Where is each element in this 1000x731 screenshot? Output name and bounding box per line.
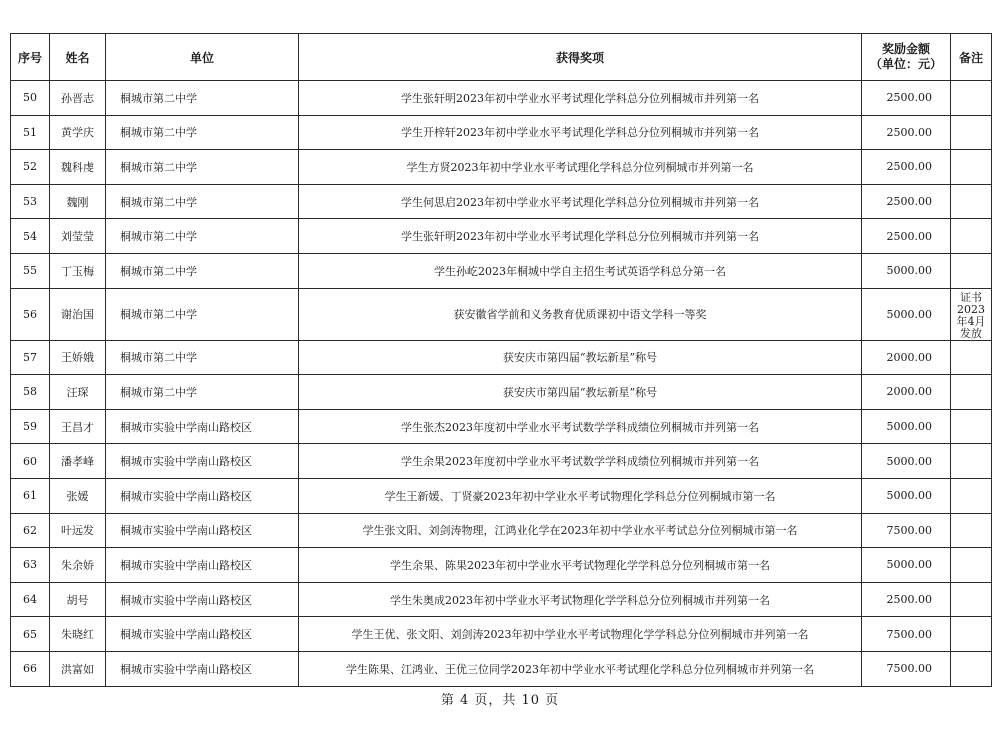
cell-award: 学生开梓轩2023年初中学业水平考试理化学科总分位列桐城市并列第一名 bbox=[299, 115, 862, 150]
cell-index: 60 bbox=[11, 444, 50, 479]
cell-award: 学生余果2023年度初中学业水平考试数学学科成绩位列桐城市并列第一名 bbox=[299, 444, 862, 479]
cell-award: 学生张杰2023年度初中学业水平考试数学学科成绩位列桐城市并列第一名 bbox=[299, 409, 862, 444]
cell-name: 潘孝峰 bbox=[50, 444, 106, 479]
cell-index: 53 bbox=[11, 184, 50, 219]
cell-note bbox=[951, 253, 992, 288]
cell-unit: 桐城市实验中学南山路校区 bbox=[106, 409, 299, 444]
cell-award: 学生王优、张文阳、刘剑涛2023年初中学业水平考试物理化学学科总分位列桐城市并列第一名 bbox=[299, 617, 862, 652]
cell-name: 张媛 bbox=[50, 478, 106, 513]
cell-award: 学生余果、陈果2023年初中学业水平考试物理化学学科总分位列桐城市第一名 bbox=[299, 548, 862, 583]
cell-note bbox=[951, 375, 992, 410]
cell-name: 汪琛 bbox=[50, 375, 106, 410]
cell-amount: 7500.00 bbox=[862, 617, 951, 652]
cell-unit: 桐城市实验中学南山路校区 bbox=[106, 513, 299, 548]
cell-amount: 5000.00 bbox=[862, 478, 951, 513]
cell-index: 62 bbox=[11, 513, 50, 548]
cell-award: 学生王新媛、丁贤豪2023年初中学业水平考试物理化学科总分位列桐城市第一名 bbox=[299, 478, 862, 513]
cell-note bbox=[951, 340, 992, 375]
cell-name: 王娇娥 bbox=[50, 340, 106, 375]
cell-name: 谢治国 bbox=[50, 288, 106, 340]
cell-note bbox=[951, 651, 992, 686]
cell-award: 学生方贤2023年初中学业水平考试理化学科总分位列桐城市并列第一名 bbox=[299, 150, 862, 185]
cell-unit: 桐城市第二中学 bbox=[106, 253, 299, 288]
cell-unit: 桐城市第二中学 bbox=[106, 81, 299, 116]
cell-index: 52 bbox=[11, 150, 50, 185]
cell-amount: 2500.00 bbox=[862, 150, 951, 185]
cell-unit: 桐城市实验中学南山路校区 bbox=[106, 444, 299, 479]
award-table-container bbox=[10, 33, 991, 687]
cell-amount: 5000.00 bbox=[862, 444, 951, 479]
header-index: 序号 bbox=[11, 34, 50, 81]
cell-award: 学生孙屹2023年桐城中学自主招生考试英语学科总分第一名 bbox=[299, 253, 862, 288]
table-row bbox=[11, 115, 992, 150]
header-amount-line2: （单位：元） bbox=[869, 57, 942, 71]
table-row bbox=[11, 651, 992, 686]
cell-unit: 桐城市实验中学南山路校区 bbox=[106, 478, 299, 513]
cell-note bbox=[951, 444, 992, 479]
cell-unit: 桐城市第二中学 bbox=[106, 184, 299, 219]
cell-award: 学生张轩明2023年初中学业水平考试理化学科总分位列桐城市并列第一名 bbox=[299, 219, 862, 254]
cell-index: 54 bbox=[11, 219, 50, 254]
award-table bbox=[10, 33, 992, 687]
header-award: 获得奖项 bbox=[299, 34, 862, 81]
cell-name: 黄学庆 bbox=[50, 115, 106, 150]
table-row bbox=[11, 184, 992, 219]
cell-index: 56 bbox=[11, 288, 50, 340]
table-row bbox=[11, 81, 992, 116]
cell-amount: 2500.00 bbox=[862, 219, 951, 254]
table-row bbox=[11, 513, 992, 548]
table-row bbox=[11, 444, 992, 479]
table-row bbox=[11, 409, 992, 444]
table-row bbox=[11, 150, 992, 185]
cell-note bbox=[951, 478, 992, 513]
cell-note bbox=[951, 115, 992, 150]
cell-amount: 5000.00 bbox=[862, 253, 951, 288]
table-row bbox=[11, 478, 992, 513]
cell-amount: 7500.00 bbox=[862, 513, 951, 548]
cell-note bbox=[951, 548, 992, 583]
cell-name: 王昌才 bbox=[50, 409, 106, 444]
cell-unit: 桐城市实验中学南山路校区 bbox=[106, 651, 299, 686]
cell-unit: 桐城市实验中学南山路校区 bbox=[106, 617, 299, 652]
header-amount bbox=[862, 34, 951, 81]
cell-award: 学生张轩明2023年初中学业水平考试理化学科总分位列桐城市并列第一名 bbox=[299, 81, 862, 116]
cell-index: 51 bbox=[11, 115, 50, 150]
cell-name: 朱晓红 bbox=[50, 617, 106, 652]
cell-note: 证书2023年4月发放 bbox=[951, 288, 992, 340]
cell-index: 59 bbox=[11, 409, 50, 444]
cell-unit: 桐城市第二中学 bbox=[106, 219, 299, 254]
table-row bbox=[11, 582, 992, 617]
cell-note bbox=[951, 219, 992, 254]
table-row bbox=[11, 548, 992, 583]
cell-name: 洪富如 bbox=[50, 651, 106, 686]
cell-amount: 7500.00 bbox=[862, 651, 951, 686]
header-note: 备注 bbox=[951, 34, 992, 81]
cell-amount: 2500.00 bbox=[862, 184, 951, 219]
cell-amount: 2500.00 bbox=[862, 115, 951, 150]
cell-note bbox=[951, 513, 992, 548]
cell-unit: 桐城市第二中学 bbox=[106, 340, 299, 375]
cell-unit: 桐城市第二中学 bbox=[106, 115, 299, 150]
cell-award: 学生何思启2023年初中学业水平考试理化学科总分位列桐城市并列第一名 bbox=[299, 184, 862, 219]
cell-unit: 桐城市第二中学 bbox=[106, 150, 299, 185]
cell-name: 孙晋志 bbox=[50, 81, 106, 116]
header-amount-line1: 奖励金额 bbox=[881, 42, 930, 56]
cell-name: 胡号 bbox=[50, 582, 106, 617]
table-row bbox=[11, 288, 992, 340]
page-footer: 第 4 页，共 10 页 bbox=[440, 693, 560, 708]
cell-name: 魏刚 bbox=[50, 184, 106, 219]
cell-index: 58 bbox=[11, 375, 50, 410]
cell-amount: 5000.00 bbox=[862, 288, 951, 340]
table-body bbox=[11, 81, 992, 687]
cell-unit: 桐城市第二中学 bbox=[106, 288, 299, 340]
cell-index: 55 bbox=[11, 253, 50, 288]
cell-amount: 2000.00 bbox=[862, 340, 951, 375]
cell-index: 64 bbox=[11, 582, 50, 617]
cell-index: 57 bbox=[11, 340, 50, 375]
cell-name: 叶远发 bbox=[50, 513, 106, 548]
cell-unit: 桐城市第二中学 bbox=[106, 375, 299, 410]
header-unit: 单位 bbox=[106, 34, 299, 81]
cell-name: 朱余娇 bbox=[50, 548, 106, 583]
cell-award: 学生张文阳、刘剑涛物理，江鸿业化学在2023年初中学业水平考试总分位列桐城市第一名 bbox=[299, 513, 862, 548]
cell-amount: 2500.00 bbox=[862, 81, 951, 116]
cell-unit: 桐城市实验中学南山路校区 bbox=[106, 582, 299, 617]
cell-amount: 2500.00 bbox=[862, 582, 951, 617]
cell-note bbox=[951, 409, 992, 444]
cell-note bbox=[951, 617, 992, 652]
table-row bbox=[11, 340, 992, 375]
cell-award: 获安徽省学前和义务教育优质课初中语文学科一等奖 bbox=[299, 288, 862, 340]
table-row bbox=[11, 253, 992, 288]
cell-note bbox=[951, 582, 992, 617]
header-name: 姓名 bbox=[50, 34, 106, 81]
cell-note bbox=[951, 81, 992, 116]
table-header-row bbox=[11, 34, 992, 81]
cell-index: 66 bbox=[11, 651, 50, 686]
cell-award: 获安庆市第四届“教坛新星”称号 bbox=[299, 340, 862, 375]
cell-index: 65 bbox=[11, 617, 50, 652]
cell-award: 学生朱奥成2023年初中学业水平考试物理化学学科总分位列桐城市并列第一名 bbox=[299, 582, 862, 617]
cell-award: 学生陈果、江鸿业、王优三位同学2023年初中学业水平考试理化学科总分位列桐城市并列第一名 bbox=[299, 651, 862, 686]
cell-index: 50 bbox=[11, 81, 50, 116]
cell-amount: 2000.00 bbox=[862, 375, 951, 410]
table-row bbox=[11, 375, 992, 410]
cell-index: 63 bbox=[11, 548, 50, 583]
cell-unit: 桐城市实验中学南山路校区 bbox=[106, 548, 299, 583]
cell-name: 魏科虔 bbox=[50, 150, 106, 185]
cell-note bbox=[951, 150, 992, 185]
cell-amount: 5000.00 bbox=[862, 409, 951, 444]
cell-name: 丁玉梅 bbox=[50, 253, 106, 288]
table-row bbox=[11, 219, 992, 254]
cell-index: 61 bbox=[11, 478, 50, 513]
cell-name: 刘莹莹 bbox=[50, 219, 106, 254]
table-row bbox=[11, 617, 992, 652]
cell-award: 获安庆市第四届“教坛新星”称号 bbox=[299, 375, 862, 410]
cell-note bbox=[951, 184, 992, 219]
cell-amount: 5000.00 bbox=[862, 548, 951, 583]
